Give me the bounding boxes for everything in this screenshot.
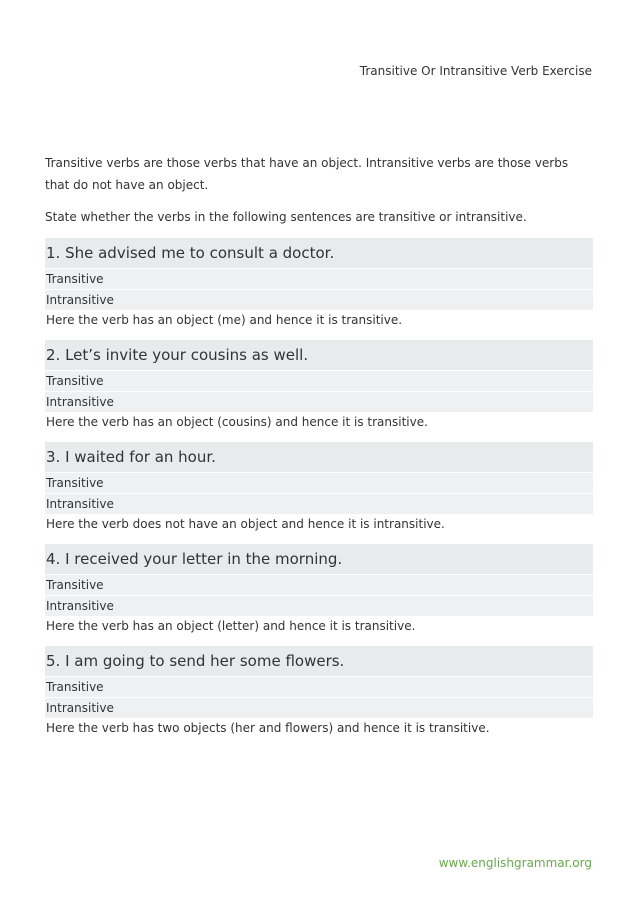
question-text: 4. I received your letter in the morning. bbox=[45, 544, 593, 574]
question-text: 5. I am going to send her some flowers. bbox=[45, 646, 593, 676]
option-transitive[interactable]: Transitive bbox=[45, 676, 593, 697]
question-block-5 bbox=[45, 646, 593, 738]
page-title: Transitive Or Intransitive Verb Exercise bbox=[359, 64, 592, 78]
definition-text: Transitive verbs are those verbs that have an object. Intransitive verbs are those verbs that do not have an object. bbox=[45, 156, 569, 192]
answer-explanation: Here the verb does not have an object and hence it is intransitive. bbox=[46, 517, 445, 531]
option-transitive[interactable]: Transitive bbox=[45, 574, 593, 595]
option-intransitive[interactable]: Intransitive bbox=[45, 289, 593, 310]
question-block-2 bbox=[45, 340, 593, 432]
option-intransitive[interactable]: Intransitive bbox=[45, 493, 593, 514]
answer-explanation: Here the verb has an object (me) and hence it is transitive. bbox=[46, 313, 403, 327]
option-intransitive[interactable]: Intransitive bbox=[45, 391, 593, 412]
answer-explanation: Here the verb has an object (letter) and hence it is transitive. bbox=[46, 619, 416, 633]
question-block-1 bbox=[45, 238, 593, 330]
instruction-text: State whether the verbs in the following sentences are transitive or intransitive. bbox=[45, 210, 527, 224]
answer-explanation: Here the verb has an object (cousins) and hence it is transitive. bbox=[46, 415, 428, 429]
question-block-4 bbox=[45, 544, 593, 636]
option-transitive[interactable]: Transitive bbox=[45, 370, 593, 391]
question-text: 1. She advised me to consult a doctor. bbox=[45, 238, 593, 268]
exercise-content bbox=[45, 152, 593, 738]
option-intransitive[interactable]: Intransitive bbox=[45, 697, 593, 718]
question-text: 2. Let’s invite your cousins as well. bbox=[45, 340, 593, 370]
option-transitive[interactable]: Transitive bbox=[45, 472, 593, 493]
option-intransitive[interactable]: Intransitive bbox=[45, 595, 593, 616]
question-text: 3. I waited for an hour. bbox=[45, 442, 593, 472]
question-block-3 bbox=[45, 442, 593, 534]
answer-explanation: Here the verb has two objects (her and flowers) and hence it is transitive. bbox=[46, 721, 490, 735]
option-transitive[interactable]: Transitive bbox=[45, 268, 593, 289]
site-link[interactable]: www.englishgrammar.org bbox=[438, 856, 592, 870]
